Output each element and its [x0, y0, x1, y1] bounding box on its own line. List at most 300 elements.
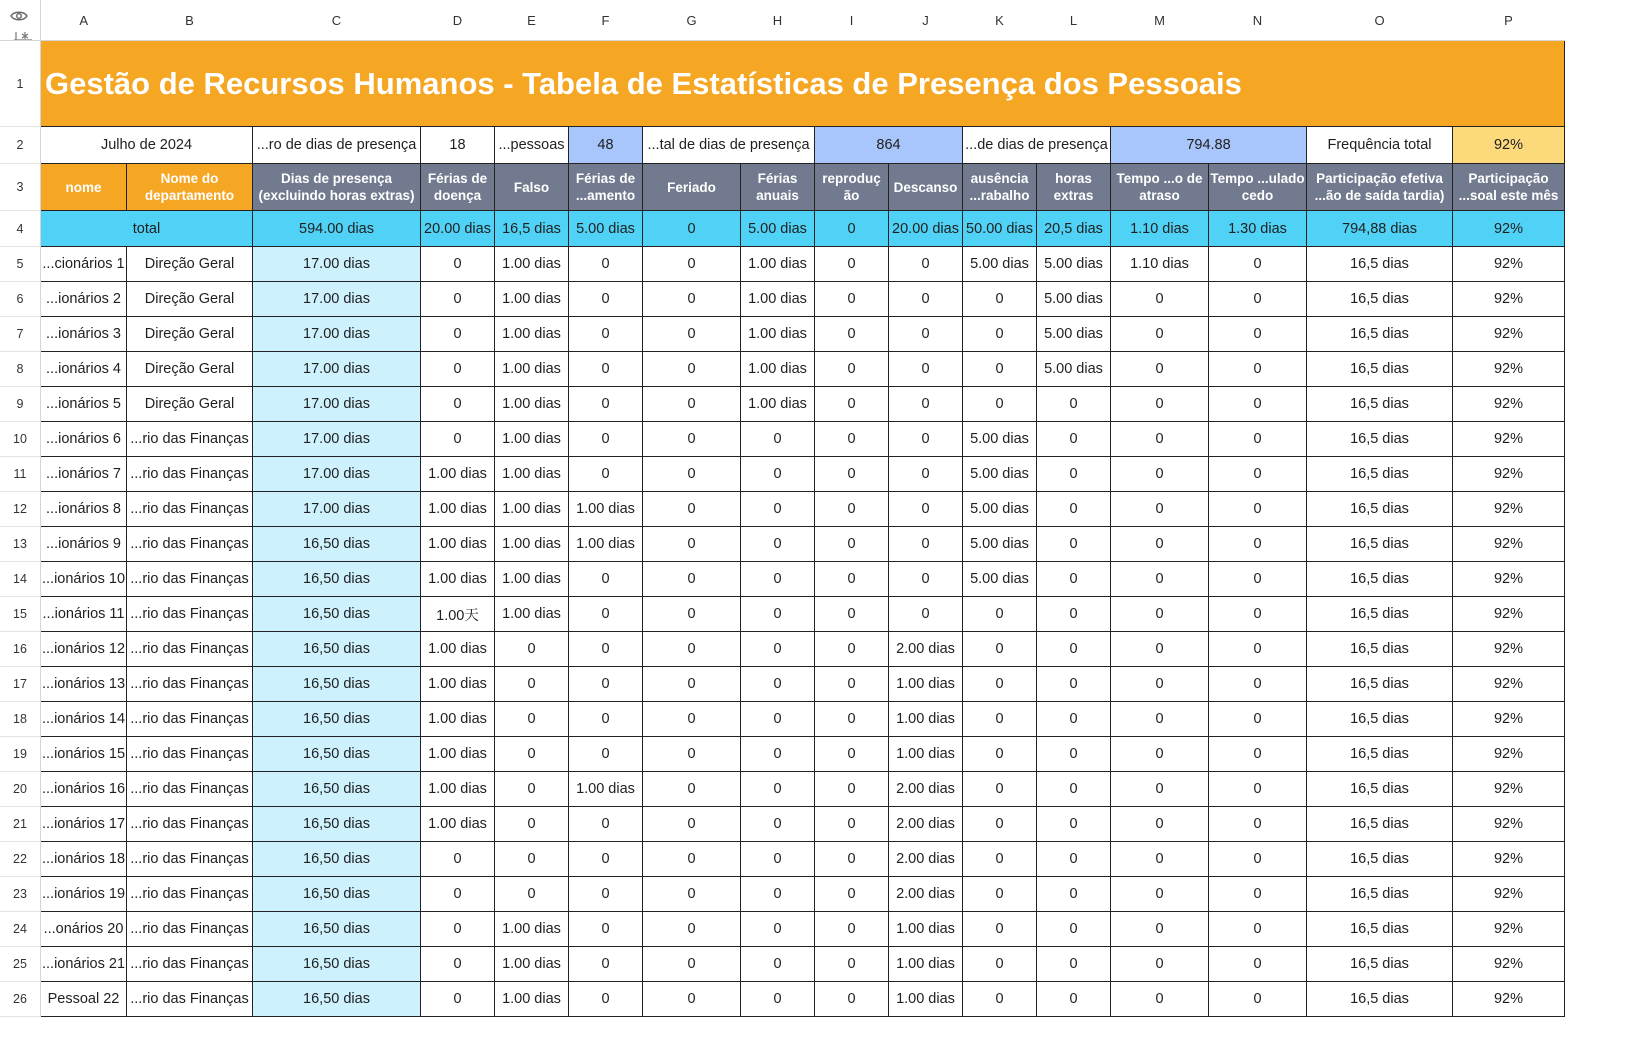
column-header-e[interactable]: E	[495, 0, 569, 41]
table-cell[interactable]: 0	[889, 457, 963, 492]
table-cell[interactable]: 0	[643, 772, 741, 807]
table-cell[interactable]: 92%	[1453, 562, 1565, 597]
table-cell[interactable]: ...rio das Finanças	[127, 842, 253, 877]
table-cell[interactable]: 92%	[1453, 877, 1565, 912]
table-cell[interactable]: 2.00 dias	[889, 772, 963, 807]
table-cell[interactable]: 16,5 dias	[1307, 597, 1453, 632]
table-cell[interactable]: 0	[643, 947, 741, 982]
table-cell[interactable]: 0	[815, 247, 889, 282]
table-cell[interactable]: 0	[741, 877, 815, 912]
table-cell[interactable]: 16,5 dias	[1307, 702, 1453, 737]
table-cell[interactable]: 0	[421, 912, 495, 947]
table-cell[interactable]: 0	[569, 702, 643, 737]
table-cell[interactable]: 1.00 dias	[495, 422, 569, 457]
table-cell[interactable]: 0	[569, 387, 643, 422]
row-header[interactable]: 6	[0, 282, 41, 317]
table-cell[interactable]: 0	[1209, 352, 1307, 387]
row-header[interactable]: 3	[0, 164, 41, 211]
table-cell[interactable]: 1.00 dias	[741, 317, 815, 352]
row-header[interactable]: 17	[0, 667, 41, 702]
table-cell[interactable]: 0	[643, 352, 741, 387]
table-cell[interactable]: 1.00 dias	[495, 457, 569, 492]
table-cell[interactable]: 92%	[1453, 842, 1565, 877]
table-cell[interactable]: 1.00 dias	[495, 982, 569, 1017]
table-cell[interactable]: 0	[889, 247, 963, 282]
table-cell[interactable]: 0	[815, 667, 889, 702]
table-cell[interactable]: 0	[815, 772, 889, 807]
table-cell[interactable]: 0	[963, 702, 1037, 737]
table-cell[interactable]: 1.00 dias	[569, 772, 643, 807]
row-header[interactable]: 18	[0, 702, 41, 737]
table-cell[interactable]: 0	[421, 317, 495, 352]
table-cell[interactable]: 0	[1111, 632, 1209, 667]
column-header-c[interactable]: C	[253, 0, 421, 41]
table-cell[interactable]: 0	[815, 387, 889, 422]
total-value-cell[interactable]: 794,88 dias	[1307, 211, 1453, 247]
table-cell[interactable]: 92%	[1453, 282, 1565, 317]
table-cell[interactable]: 92%	[1453, 352, 1565, 387]
table-cell[interactable]: ...ionários 15	[41, 737, 127, 772]
row-header[interactable]: 13	[0, 527, 41, 562]
table-cell[interactable]: 17.00 dias	[253, 352, 421, 387]
table-cell[interactable]: 0	[1111, 842, 1209, 877]
row-header[interactable]: 12	[0, 492, 41, 527]
total-value-cell[interactable]: 1.30 dias	[1209, 211, 1307, 247]
row-header[interactable]: 11	[0, 457, 41, 492]
table-cell[interactable]: ...ionários 14	[41, 702, 127, 737]
table-cell[interactable]: 16,5 dias	[1307, 842, 1453, 877]
table-cell[interactable]: 16,5 dias	[1307, 492, 1453, 527]
table-cell[interactable]: ...ionários 7	[41, 457, 127, 492]
table-cell[interactable]: 0	[421, 247, 495, 282]
actual-days-value-cell[interactable]: 794.88	[1111, 127, 1307, 164]
table-cell[interactable]: 0	[741, 527, 815, 562]
column-title-cell[interactable]: Tempo ...o de atraso	[1111, 164, 1209, 211]
table-cell[interactable]: 1.00 dias	[741, 352, 815, 387]
column-title-cell[interactable]: Férias de ...amento	[569, 164, 643, 211]
row-header[interactable]: 9	[0, 387, 41, 422]
table-cell[interactable]: 17.00 dias	[253, 457, 421, 492]
table-cell[interactable]: 92%	[1453, 807, 1565, 842]
total-days-value-cell[interactable]: 864	[815, 127, 963, 164]
table-cell[interactable]: ...ionários 6	[41, 422, 127, 457]
table-cell[interactable]: 1.00 dias	[495, 562, 569, 597]
table-cell[interactable]: 0	[1209, 737, 1307, 772]
table-cell[interactable]: ...ionários 3	[41, 317, 127, 352]
table-cell[interactable]: 0	[963, 737, 1037, 772]
table-cell[interactable]: 0	[569, 877, 643, 912]
table-cell[interactable]: 92%	[1453, 982, 1565, 1017]
table-cell[interactable]: 0	[741, 737, 815, 772]
table-cell[interactable]: 0	[1209, 667, 1307, 702]
table-cell[interactable]: 0	[741, 457, 815, 492]
table-cell[interactable]: 16,5 dias	[1307, 282, 1453, 317]
table-cell[interactable]: 1.00 dias	[495, 247, 569, 282]
table-cell[interactable]: 92%	[1453, 772, 1565, 807]
table-cell[interactable]: 0	[963, 667, 1037, 702]
table-cell[interactable]: 0	[421, 877, 495, 912]
table-cell[interactable]: 1.00 dias	[495, 387, 569, 422]
table-cell[interactable]: 16,5 dias	[1307, 807, 1453, 842]
total-value-cell[interactable]: 92%	[1453, 211, 1565, 247]
table-cell[interactable]: 0	[889, 562, 963, 597]
column-title-cell[interactable]: Descanso	[889, 164, 963, 211]
table-cell[interactable]: 0	[1037, 982, 1111, 1017]
table-cell[interactable]: 0	[569, 352, 643, 387]
table-cell[interactable]: 0	[815, 702, 889, 737]
table-cell[interactable]: 1.00 dias	[741, 247, 815, 282]
table-cell[interactable]: 0	[1111, 387, 1209, 422]
table-cell[interactable]: 0	[815, 527, 889, 562]
table-cell[interactable]: 1.00 dias	[421, 527, 495, 562]
table-cell[interactable]: ...rio das Finanças	[127, 457, 253, 492]
table-cell[interactable]: ...onários 20	[41, 912, 127, 947]
table-cell[interactable]: 0	[1037, 947, 1111, 982]
table-cell[interactable]: ...ionários 5	[41, 387, 127, 422]
table-cell[interactable]: 16,5 dias	[1307, 632, 1453, 667]
table-cell[interactable]: 0	[1037, 632, 1111, 667]
column-title-cell[interactable]: Dias de presença (excluindo horas extras)	[253, 164, 421, 211]
table-cell[interactable]: 16,50 dias	[253, 807, 421, 842]
table-cell[interactable]: 0	[643, 492, 741, 527]
column-title-cell[interactable]: Feriado	[643, 164, 741, 211]
table-cell[interactable]: 0	[569, 842, 643, 877]
table-cell[interactable]: 0	[495, 632, 569, 667]
total-value-cell[interactable]: 0	[643, 211, 741, 247]
table-cell[interactable]: 16,50 dias	[253, 667, 421, 702]
table-cell[interactable]: 0	[815, 982, 889, 1017]
table-cell[interactable]: ...rio das Finanças	[127, 632, 253, 667]
table-cell[interactable]: 0	[963, 632, 1037, 667]
table-cell[interactable]: 0	[889, 422, 963, 457]
table-cell[interactable]: 1.00 dias	[495, 352, 569, 387]
table-cell[interactable]: 92%	[1453, 947, 1565, 982]
table-cell[interactable]: ...rio das Finanças	[127, 737, 253, 772]
table-cell[interactable]: 16,50 dias	[253, 947, 421, 982]
table-cell[interactable]: 0	[815, 597, 889, 632]
table-cell[interactable]: 0	[643, 737, 741, 772]
table-cell[interactable]: 1.00 dias	[889, 912, 963, 947]
table-cell[interactable]: 0	[1111, 317, 1209, 352]
table-cell[interactable]: 16,50 dias	[253, 737, 421, 772]
column-header-k[interactable]: K	[963, 0, 1037, 41]
table-cell[interactable]: 0	[1111, 282, 1209, 317]
table-cell[interactable]: Pessoal 22	[41, 982, 127, 1017]
table-cell[interactable]: 0	[741, 492, 815, 527]
table-cell[interactable]: ...rio das Finanças	[127, 772, 253, 807]
table-cell[interactable]: 0	[815, 492, 889, 527]
table-cell[interactable]: 0	[495, 667, 569, 702]
table-cell[interactable]: 16,50 dias	[253, 527, 421, 562]
table-cell[interactable]: 0	[815, 807, 889, 842]
table-cell[interactable]: 0	[643, 877, 741, 912]
table-cell[interactable]: 0	[643, 702, 741, 737]
table-cell[interactable]: 0	[1209, 597, 1307, 632]
table-cell[interactable]: 0	[1111, 562, 1209, 597]
table-cell[interactable]: 0	[1111, 877, 1209, 912]
table-cell[interactable]: 0	[1037, 422, 1111, 457]
table-cell[interactable]: 0	[1037, 562, 1111, 597]
table-cell[interactable]: ...rio das Finanças	[127, 912, 253, 947]
table-cell[interactable]: 0	[569, 247, 643, 282]
table-cell[interactable]: 0	[1209, 492, 1307, 527]
row-header[interactable]: 14	[0, 562, 41, 597]
table-cell[interactable]: 0	[889, 317, 963, 352]
table-cell[interactable]: 0	[1037, 457, 1111, 492]
total-value-cell[interactable]: 50.00 dias	[963, 211, 1037, 247]
table-cell[interactable]: 5.00 dias	[1037, 282, 1111, 317]
table-cell[interactable]: 0	[643, 982, 741, 1017]
row-header[interactable]: 2	[0, 127, 41, 164]
table-cell[interactable]: 2.00 dias	[889, 842, 963, 877]
column-title-cell[interactable]: Falso	[495, 164, 569, 211]
table-cell[interactable]: ...ionários 8	[41, 492, 127, 527]
table-cell[interactable]: 0	[421, 352, 495, 387]
table-cell[interactable]: 1.00 dias	[741, 282, 815, 317]
table-cell[interactable]: 0	[569, 737, 643, 772]
row-header[interactable]: 7	[0, 317, 41, 352]
table-cell[interactable]: 0	[643, 387, 741, 422]
table-cell[interactable]: 1.00 dias	[495, 947, 569, 982]
table-cell[interactable]: 0	[889, 387, 963, 422]
table-cell[interactable]: 16,5 dias	[1307, 737, 1453, 772]
row-header[interactable]: 8	[0, 352, 41, 387]
column-header-a[interactable]: A	[41, 0, 127, 41]
column-header-d[interactable]: D	[421, 0, 495, 41]
table-cell[interactable]: ...rio das Finanças	[127, 702, 253, 737]
table-cell[interactable]: ...rio das Finanças	[127, 492, 253, 527]
table-cell[interactable]: 92%	[1453, 667, 1565, 702]
row-header[interactable]: 24	[0, 912, 41, 947]
row-header[interactable]: 26	[0, 982, 41, 1017]
table-cell[interactable]: Direção Geral	[127, 317, 253, 352]
table-cell[interactable]: 0	[643, 597, 741, 632]
column-title-cell[interactable]: nome	[41, 164, 127, 211]
table-cell[interactable]: 17.00 dias	[253, 282, 421, 317]
table-cell[interactable]: 0	[495, 772, 569, 807]
table-cell[interactable]: 1.00 dias	[495, 492, 569, 527]
column-title-cell[interactable]: reproduç ão	[815, 164, 889, 211]
table-cell[interactable]: 0	[815, 562, 889, 597]
table-cell[interactable]: ...ionários 21	[41, 947, 127, 982]
table-cell[interactable]: 0	[643, 632, 741, 667]
table-cell[interactable]: 92%	[1453, 597, 1565, 632]
table-cell[interactable]: 16,50 dias	[253, 632, 421, 667]
table-cell[interactable]: 0	[1037, 492, 1111, 527]
table-cell[interactable]: 0	[421, 422, 495, 457]
table-cell[interactable]: 0	[569, 807, 643, 842]
table-cell[interactable]: 0	[815, 877, 889, 912]
column-header-i[interactable]: I	[815, 0, 889, 41]
table-cell[interactable]: 92%	[1453, 387, 1565, 422]
table-cell[interactable]: 0	[1209, 877, 1307, 912]
table-cell[interactable]: 16,5 dias	[1307, 527, 1453, 562]
table-cell[interactable]: 0	[495, 807, 569, 842]
table-cell[interactable]: 0	[1209, 912, 1307, 947]
column-header-f[interactable]: F	[569, 0, 643, 41]
select-all-corner[interactable]	[0, 0, 41, 41]
table-cell[interactable]: 17.00 dias	[253, 247, 421, 282]
table-cell[interactable]: 0	[889, 492, 963, 527]
month-cell[interactable]: Julho de 2024	[41, 127, 253, 164]
table-cell[interactable]: 0	[421, 842, 495, 877]
total-label-cell[interactable]: total	[41, 211, 253, 247]
people-value-cell[interactable]: 48	[569, 127, 643, 164]
row-header[interactable]: 23	[0, 877, 41, 912]
table-cell[interactable]: 0	[741, 667, 815, 702]
table-cell[interactable]: 0	[569, 597, 643, 632]
table-cell[interactable]: 0	[963, 282, 1037, 317]
table-cell[interactable]: 16,50 dias	[253, 912, 421, 947]
table-cell[interactable]: 0	[1209, 982, 1307, 1017]
table-cell[interactable]: 16,5 dias	[1307, 877, 1453, 912]
table-cell[interactable]: ...ionários 2	[41, 282, 127, 317]
table-cell[interactable]: 92%	[1453, 632, 1565, 667]
table-cell[interactable]: ...ionários 11	[41, 597, 127, 632]
table-cell[interactable]: 0	[1111, 982, 1209, 1017]
table-cell[interactable]: 5.00 dias	[1037, 352, 1111, 387]
table-cell[interactable]: 0	[1111, 772, 1209, 807]
table-cell[interactable]: 16,50 dias	[253, 842, 421, 877]
table-cell[interactable]: 1.00 dias	[495, 282, 569, 317]
table-cell[interactable]: 0	[963, 842, 1037, 877]
table-cell[interactable]: 0	[815, 947, 889, 982]
table-cell[interactable]: 0	[889, 527, 963, 562]
table-cell[interactable]: 5.00 dias	[963, 422, 1037, 457]
table-cell[interactable]: 0	[1111, 702, 1209, 737]
table-cell[interactable]: 1.00 dias	[421, 702, 495, 737]
table-cell[interactable]: 0	[643, 842, 741, 877]
table-cell[interactable]: 1.00 dias	[495, 527, 569, 562]
table-cell[interactable]: ...ionários 13	[41, 667, 127, 702]
table-cell[interactable]: 0	[1111, 422, 1209, 457]
table-cell[interactable]: 16,5 dias	[1307, 387, 1453, 422]
table-cell[interactable]: 0	[1111, 457, 1209, 492]
table-cell[interactable]: 16,5 dias	[1307, 947, 1453, 982]
table-cell[interactable]: 0	[643, 912, 741, 947]
table-cell[interactable]: 0	[963, 912, 1037, 947]
table-cell[interactable]: ...rio das Finanças	[127, 982, 253, 1017]
table-cell[interactable]: 0	[569, 562, 643, 597]
table-cell[interactable]: 0	[1209, 282, 1307, 317]
column-title-cell[interactable]: Nome do departamento	[127, 164, 253, 211]
table-cell[interactable]: 0	[1209, 317, 1307, 352]
table-cell[interactable]: 1.00 dias	[421, 807, 495, 842]
table-cell[interactable]: 1.00 dias	[889, 737, 963, 772]
column-title-cell[interactable]: Férias de doença	[421, 164, 495, 211]
table-cell[interactable]: ...rio das Finanças	[127, 562, 253, 597]
table-cell[interactable]: 5.00 dias	[963, 492, 1037, 527]
table-cell[interactable]: 1.00 dias	[421, 492, 495, 527]
row-header[interactable]: 16	[0, 632, 41, 667]
row-header[interactable]: 15	[0, 597, 41, 632]
table-cell[interactable]: ...rio das Finanças	[127, 597, 253, 632]
table-cell[interactable]: 0	[963, 877, 1037, 912]
people-label-cell[interactable]: ...pessoas	[495, 127, 569, 164]
table-cell[interactable]: 0	[1209, 772, 1307, 807]
table-cell[interactable]: ...rio das Finanças	[127, 947, 253, 982]
table-cell[interactable]: 92%	[1453, 492, 1565, 527]
table-cell[interactable]: 0	[1209, 422, 1307, 457]
table-cell[interactable]: Direção Geral	[127, 282, 253, 317]
table-cell[interactable]: ...ionários 12	[41, 632, 127, 667]
table-cell[interactable]: ...ionários 18	[41, 842, 127, 877]
table-cell[interactable]: 0	[815, 422, 889, 457]
table-cell[interactable]: 1.00 dias	[495, 912, 569, 947]
table-cell[interactable]: 16,5 dias	[1307, 982, 1453, 1017]
table-cell[interactable]: 0	[1209, 247, 1307, 282]
table-cell[interactable]: 1.00 dias	[741, 387, 815, 422]
column-header-o[interactable]: O	[1307, 0, 1453, 41]
freeze-panes-icon[interactable]	[12, 30, 34, 41]
column-header-n[interactable]: N	[1209, 0, 1307, 41]
row-header[interactable]: 20	[0, 772, 41, 807]
table-cell[interactable]: 0	[741, 702, 815, 737]
eye-icon[interactable]	[10, 9, 28, 23]
row-header[interactable]: 1	[0, 41, 41, 127]
column-title-cell[interactable]: Participação ...soal este mês	[1453, 164, 1565, 211]
table-cell[interactable]: 0	[963, 387, 1037, 422]
table-cell[interactable]: 0	[741, 982, 815, 1017]
table-cell[interactable]: 0	[569, 667, 643, 702]
table-cell[interactable]: 16,50 dias	[253, 562, 421, 597]
table-cell[interactable]: ...cionários 1	[41, 247, 127, 282]
attendance-days-label-cell[interactable]: ...ro de dias de presença	[253, 127, 421, 164]
sheet-title[interactable]: Gestão de Recursos Humanos - Tabela de Estatísticas de Presença dos Pessoais	[41, 41, 1565, 127]
table-cell[interactable]: 0	[1037, 702, 1111, 737]
table-cell[interactable]: 0	[569, 317, 643, 352]
table-cell[interactable]: 0	[643, 422, 741, 457]
table-cell[interactable]: 0	[1111, 597, 1209, 632]
row-header[interactable]: 19	[0, 737, 41, 772]
table-cell[interactable]: Direção Geral	[127, 247, 253, 282]
table-cell[interactable]: 0	[963, 317, 1037, 352]
total-value-cell[interactable]: 594.00 dias	[253, 211, 421, 247]
table-cell[interactable]: 0	[1037, 667, 1111, 702]
table-cell[interactable]: Direção Geral	[127, 387, 253, 422]
table-cell[interactable]: 0	[495, 702, 569, 737]
column-header-b[interactable]: B	[127, 0, 253, 41]
table-cell[interactable]: 1.00 dias	[569, 527, 643, 562]
table-cell[interactable]: 5.00 dias	[1037, 317, 1111, 352]
table-cell[interactable]: 0	[815, 632, 889, 667]
table-cell[interactable]: 0	[421, 387, 495, 422]
row-header[interactable]: 5	[0, 247, 41, 282]
table-cell[interactable]: 16,50 dias	[253, 982, 421, 1017]
table-cell[interactable]: 92%	[1453, 457, 1565, 492]
table-cell[interactable]: 1.00 dias	[421, 667, 495, 702]
total-value-cell[interactable]: 16,5 dias	[495, 211, 569, 247]
total-value-cell[interactable]: 20,5 dias	[1037, 211, 1111, 247]
row-header[interactable]: 4	[0, 211, 41, 247]
table-cell[interactable]: 0	[1111, 492, 1209, 527]
table-cell[interactable]: 0	[815, 457, 889, 492]
row-header[interactable]: 10	[0, 422, 41, 457]
table-cell[interactable]: 0	[741, 947, 815, 982]
attendance-days-value-cell[interactable]: 18	[421, 127, 495, 164]
total-days-label-cell[interactable]: ...tal de dias de presença	[643, 127, 815, 164]
table-cell[interactable]: 0	[741, 597, 815, 632]
table-cell[interactable]: 16,5 dias	[1307, 457, 1453, 492]
total-value-cell[interactable]: 20.00 dias	[889, 211, 963, 247]
table-cell[interactable]: ...rio das Finanças	[127, 527, 253, 562]
table-cell[interactable]: ...ionários 16	[41, 772, 127, 807]
table-cell[interactable]: ...rio das Finanças	[127, 667, 253, 702]
table-cell[interactable]: 92%	[1453, 247, 1565, 282]
column-header-h[interactable]: H	[741, 0, 815, 41]
table-cell[interactable]: 92%	[1453, 737, 1565, 772]
column-header-l[interactable]: L	[1037, 0, 1111, 41]
